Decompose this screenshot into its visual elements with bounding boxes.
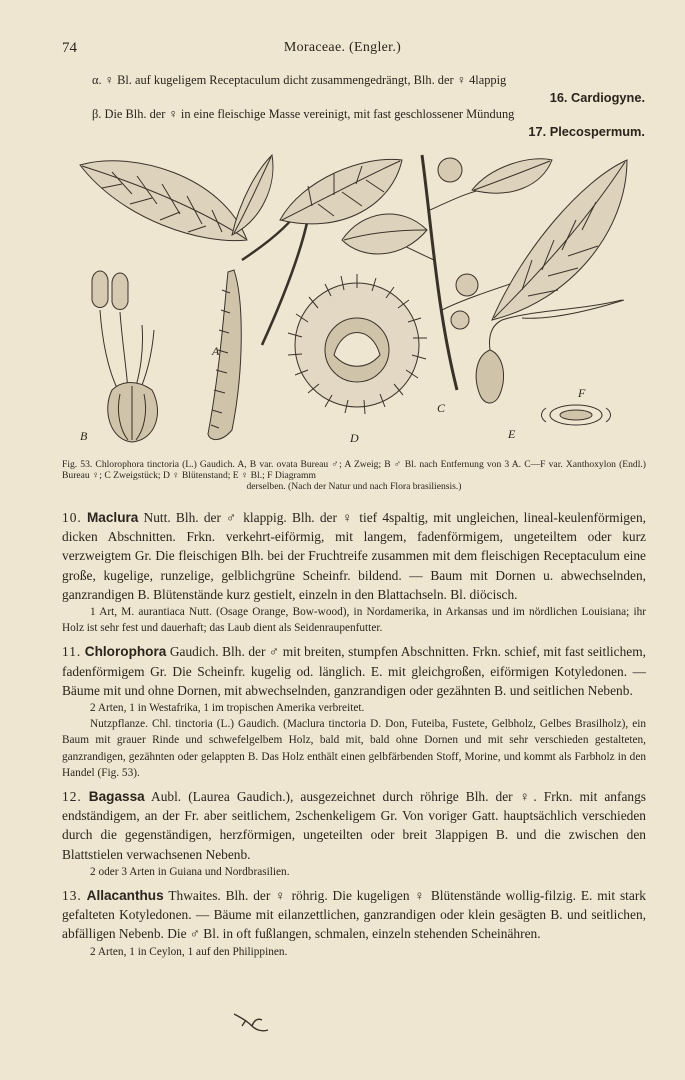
genus-name: Bagassa [88,789,145,805]
entry-number: 12. [62,789,82,805]
key-line-text: α. ♀ Bl. auf kugeligem Receptaculum dicht zusammengedrängt, Blh. der ♀ 4lappig [92,73,507,87]
end-ornament [232,1010,272,1036]
figure-label-d: D [350,431,359,445]
key-result-plecospermum: 17. Plecospermum. [528,124,645,139]
entry-note: 2 Arten, 1 in Westafrika, 1 im tropischen Amerika verbreitet. [90,702,365,715]
figure-label-c: C [437,401,446,415]
genus-name: Chlorophora [84,644,167,660]
key-line-alpha [92,72,645,106]
figure-label-a: A [212,344,220,358]
entry-note: 2 oder 3 Arten in Guiana und Nordbrasilien. [90,865,290,878]
figure-label-b: B [80,429,88,443]
genus-name: Allacanthus [86,888,164,904]
diagram-f-drawing [542,405,611,425]
entry-bagassa [62,787,646,864]
figure-label-f: F [578,386,586,400]
entry-number: 13. [62,888,82,904]
entry-chlorophora [62,642,646,700]
entry-number: 11. [62,644,82,660]
genus-name: Maclura [86,510,139,525]
entry-note: Nutzpflanze. Chl. tinctoria (L.) Gaudich. (Maclura tinctoria D. Don, Futeiba, Fustete, Gelbholz, Gelbes Brasilholz), ein Baum mit grauer Rinde und schwefelgelbem Holz, bald mit, bald ohne Dornen und mit sehr verschieden gestalteten, ganzrandigen, gezähnten oder gelappten B. Das Holz enthält einen gelbfärbenden Stoff, Morine, und kommt als Farbholz in den Handel (Fig. 53). [62,718,646,779]
entry-maclura [62,508,646,604]
male-flower-b-drawing [92,271,158,442]
entry-allacanthus [62,886,646,944]
entry-note: 2 Arten, 1 in Ceylon, 1 auf den Philippinen. [90,945,288,958]
figure-caption-main: Fig. 53. Chlorophora tinctoria (L.) Gaudich. A, B var. ovata Bureau ♂; A Zweig; B ♂ Bl. nach Entfernung von 3 A. C—F var. Xanthoxylon (Endl.) Bureau ♀; C Zweigstück; D ♀ Blütenstand; E ♀ Bl.; F Diagramm [62,459,646,481]
entry-description: Gaudich. Blh. der ♂ mit breiten, stumpfen Abschnitten. Frkn. schief, mit fast seitlichem, fadenförmigem Gr. Die Scheinfr. kugelig od. länglich. E. mit gleichgroßen, eiförmigen Kotyledonen. — Bäume mit und ohne Dornen, mit abwechselnden, ganzrandigen oder gezähnten B. und seitlichen Nebenb. [62,644,646,698]
key-line-beta [92,106,645,140]
figure-caption [62,459,646,492]
botanical-illustration [72,150,650,452]
text-body [62,508,646,960]
page-number: 74 [62,40,77,56]
key-result-cardiogyne: 16. Cardiogyne. [549,90,645,105]
entry-description: Thwaites. Blh. der ♀ röhrig. Die kugeligen ♀ Blütenstände wollig-filzig. E. mit stark gefalteten Kotyledonen. — Bäume mit eilanzettlichen, ganzrandigen oder klein gesägten B. und seitlichen, abfälligen Nebenb. Die ♂ Bl. in oft fußlangen, schmalen, einzeln stehenden Scheinähren. [62,888,646,942]
female-inflorescence-d-drawing [288,274,427,414]
entry-note: 1 Art, M. aurantiaca Nutt. (Osage Orange, Bow-wood), in Nordamerika, in Arkansas und im nördlichen Louisiana; ihr Holz ist sehr fest und dauerhaft; das Laub dient als Seidenraupenfutter. [62,606,646,635]
key-line-text: β. Die Blh. der ♀ in eine fleischige Masse vereinigt, mit fast geschlossener Mündung [92,107,515,121]
figure-caption-end: derselben. (Nach der Natur und nach Flora brasiliensis.) [246,481,462,492]
entry-description: Nutt. Blh. der ♂ klappig. Blh. der ♀ tief 4spaltig, mit ungleichen, lineal-keulenförmigen, dicken Abschnitten. Frkn. verkehrt-eiförmig, mit langem, fadenförmigem, ungeteiltem oder kurz verzweigtem Gr. Die fleischigen Blh. bei der Fruchtreife zusammen mit dem fleischigen Receptaculum eine große, kugelige, runzelige, gelblichgrüne Scheinfr. bildend. — Baum mit Dornen u. abwechselnden, ganzrandigen B. Blütenstände kurz gestielt, einzeln in den Blattachseln. Bl. diöcisch. [62,510,646,602]
running-title: Moraceae. (Engler.) [283,40,402,55]
entry-number: 10. [62,510,82,525]
figure-label-e: E [508,427,516,441]
entry-description: Aubl. (Laurea Gaudich.), ausgezeichnet durch röhrige Blh. der ♀. Frkn. mit anfangs endständigem, an der Fr. aber seitlichem, 2schenkeligem Gr. Von voriger Gatt. hauptsächlich verschieden durch die gegenständigen, herzförmigen, ungeteilten oder breit 3lappigen B. und die zwischen den Blattstielen verwachsenen Nebenb. [62,789,646,862]
